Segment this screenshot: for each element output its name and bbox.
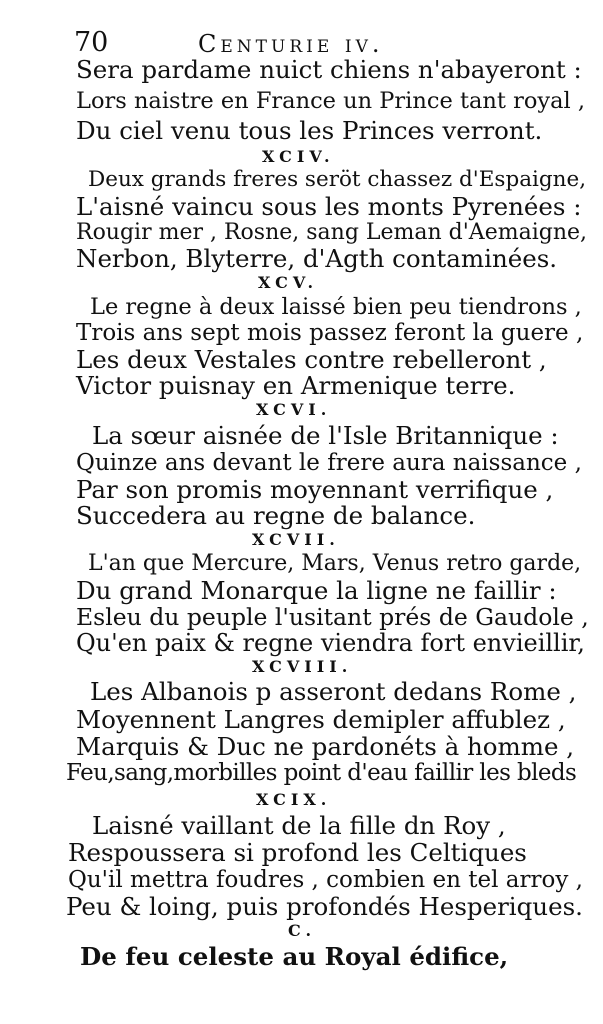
verse-line: Sera pardame nuict chiens n'abayeront : bbox=[76, 55, 582, 84]
quatrain-numeral: XCVI. bbox=[256, 400, 332, 419]
page-title: Centurie iv. bbox=[198, 30, 384, 58]
verse-line: Feu,sang,morbilles point d'eau faillir les bleds bbox=[66, 760, 577, 786]
verse-line: Victor puisnay en Armenique terre. bbox=[76, 371, 516, 400]
quatrain-numeral: XCVIII. bbox=[252, 657, 353, 676]
verse-line: Succedera au regne de balance. bbox=[76, 501, 476, 530]
verse-line: Trois ans sept mois passez feront la guere , bbox=[76, 320, 584, 346]
verse-line: Qu'en paix & regne viendra fort envieillir, bbox=[76, 629, 585, 657]
quatrain-numeral: XCVII. bbox=[252, 530, 340, 549]
verse-line: La sœur aisnée de l'Isle Britannique : bbox=[92, 421, 559, 450]
quatrain-numeral: XCIV. bbox=[262, 147, 335, 166]
verse-line: Du grand Monarque la ligne ne faillir : bbox=[76, 576, 557, 605]
verse-line: Respoussera si profond les Celtiques bbox=[68, 838, 527, 867]
verse-line: Le regne à deux laissé bien peu tiendrons , bbox=[90, 294, 582, 320]
verse-line: Deux grands freres seröt chassez d'Espaigne, bbox=[88, 167, 587, 192]
verse-line: L'an que Mercure, Mars, Venus retro garde, bbox=[88, 551, 582, 576]
verse-line: Rougir mer , Rosne, sang Leman d'Aemaigne, bbox=[76, 220, 587, 245]
verse-line: Moyennent Langres demipler affublez , bbox=[76, 705, 566, 734]
verse-line: Les deux Vestales contre rebelleront , bbox=[76, 345, 547, 374]
verse-line: De feu celeste au Royal édifice, bbox=[80, 942, 509, 971]
verse-line: Esleu du peuple l'usitant prés de Gaudole , bbox=[76, 603, 589, 631]
verse-line: Laisné vaillant de la fille dn Roy , bbox=[92, 811, 506, 840]
verse-line: Marquis & Duc ne pardonéts à homme , bbox=[76, 732, 575, 761]
verse-line: Quinze ans devant le frere aura naissance , bbox=[76, 450, 582, 476]
quatrain-numeral: XCIX. bbox=[256, 790, 332, 809]
quatrain-numeral: C. bbox=[288, 921, 317, 940]
verse-line: Par son promis moyennant verrifique , bbox=[76, 475, 554, 504]
verse-line: L'aisné vaincu sous les monts Pyrenées : bbox=[76, 192, 582, 221]
verse-line: Du ciel venu tous les Princes verront. bbox=[76, 116, 543, 145]
verse-line: Les Albanois p asseront dedans Rome , bbox=[90, 677, 577, 706]
verse-line: Peu & loing, puis profondés Hesperiques. bbox=[66, 892, 583, 921]
quatrain-numeral: XCV. bbox=[258, 273, 319, 292]
verse-line: Nerbon, Blyterre, d'Agth contaminées. bbox=[76, 244, 558, 273]
page-number: 70 bbox=[74, 27, 109, 58]
verse-line: Qu'il mettra foudres , combien en tel arroy , bbox=[68, 867, 583, 893]
verse-line: Lors naistre en France un Prince tant royal , bbox=[76, 88, 586, 114]
